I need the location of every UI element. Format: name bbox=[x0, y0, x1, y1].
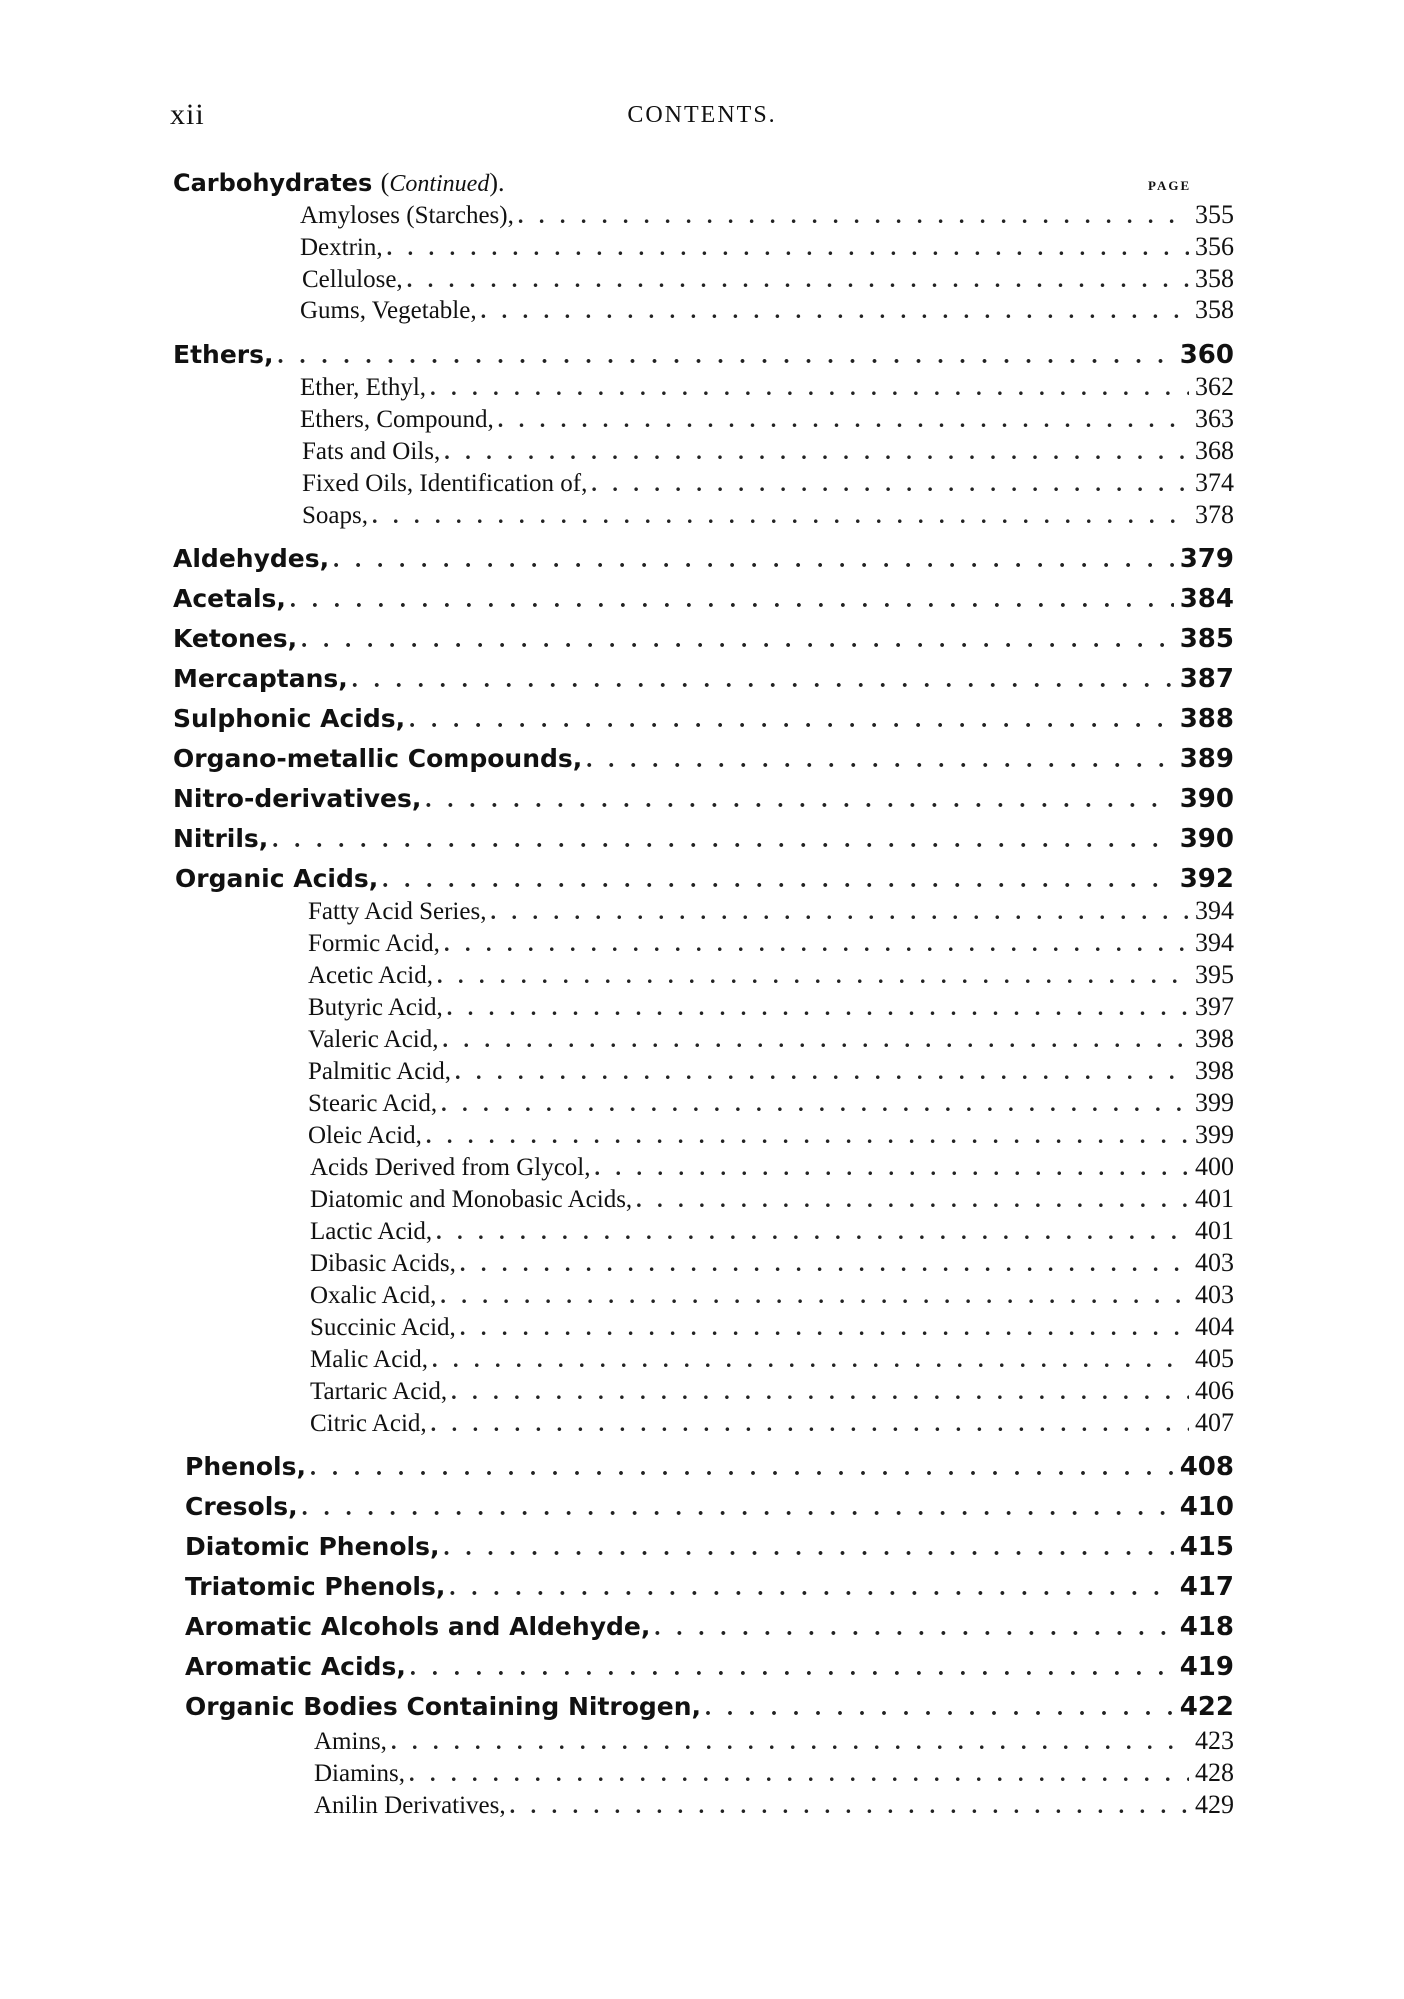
toc-entry-label: Fats and Oils, bbox=[302, 438, 441, 465]
toc-entry bbox=[310, 1280, 1234, 1310]
toc-entry-label: Palmitic Acid, bbox=[308, 1058, 452, 1085]
leader-dots bbox=[591, 471, 1189, 497]
toc-entry bbox=[302, 436, 1234, 466]
toc-entry bbox=[302, 468, 1234, 498]
toc-entry-label: Formic Acid, bbox=[308, 930, 440, 957]
toc-entry-label: Cellulose, bbox=[302, 266, 403, 293]
leader-dots bbox=[481, 298, 1189, 324]
toc-entry bbox=[314, 1790, 1234, 1820]
toc-entry-page: 398 bbox=[1195, 1024, 1234, 1053]
running-title: CONTENTS. bbox=[627, 102, 777, 128]
toc-entry bbox=[173, 824, 1234, 854]
toc-entry bbox=[308, 1088, 1234, 1118]
toc-entry-page: 417 bbox=[1179, 1572, 1234, 1602]
leader-dots bbox=[654, 1615, 1173, 1642]
toc-entry-page: 405 bbox=[1195, 1344, 1234, 1373]
toc-entry-page: 406 bbox=[1195, 1376, 1234, 1405]
toc-entry-page: 428 bbox=[1195, 1758, 1234, 1787]
toc-entry bbox=[173, 784, 1234, 814]
toc-entry bbox=[302, 264, 1234, 294]
leader-dots bbox=[444, 931, 1189, 957]
toc-entry-page: 388 bbox=[1179, 704, 1234, 734]
leader-dots bbox=[436, 1219, 1189, 1245]
toc-entry-label: Amins, bbox=[314, 1728, 387, 1755]
toc-entry bbox=[310, 1376, 1234, 1406]
toc-entry-page: 368 bbox=[1195, 436, 1234, 465]
toc-entry bbox=[173, 340, 1234, 370]
leader-dots bbox=[437, 963, 1189, 989]
toc-entry bbox=[175, 864, 1234, 894]
toc-entry-label: Stearic Acid, bbox=[308, 1090, 438, 1117]
toc-entry-label: Organo-metallic Compounds, bbox=[173, 744, 583, 773]
toc-entry bbox=[173, 664, 1234, 694]
toc-entry-label: Sulphonic Acids, bbox=[173, 704, 406, 733]
toc-entry-label: Cresols, bbox=[185, 1492, 298, 1521]
toc-entry-page: 403 bbox=[1195, 1248, 1234, 1277]
toc-entry-page: 408 bbox=[1179, 1452, 1234, 1482]
toc-entry bbox=[310, 1216, 1234, 1246]
leader-dots bbox=[510, 1793, 1189, 1819]
toc-entry-page: 394 bbox=[1195, 928, 1234, 957]
toc-entry bbox=[310, 1248, 1234, 1278]
toc-entry-label: Acids Derived from Glycol, bbox=[310, 1154, 591, 1181]
toc-entry-page: 400 bbox=[1195, 1152, 1234, 1181]
toc-entry-page: 401 bbox=[1195, 1216, 1234, 1245]
toc-entry bbox=[173, 584, 1234, 614]
toc-entry-label: Fatty Acid Series, bbox=[308, 898, 487, 925]
toc-entry-label: Lactic Acid, bbox=[310, 1218, 433, 1245]
toc-entry-label: Fixed Oils, Identification of, bbox=[302, 470, 588, 497]
leader-dots bbox=[352, 667, 1174, 694]
leader-dots bbox=[586, 747, 1173, 774]
section-heading-title: Carbohydrates bbox=[173, 169, 373, 197]
toc-entry-page: 389 bbox=[1179, 744, 1234, 774]
leader-dots bbox=[426, 1123, 1189, 1149]
leader-dots bbox=[440, 1283, 1189, 1309]
page-column-label: PAGE bbox=[1148, 178, 1192, 193]
toc-entry-label: Ether, Ethyl, bbox=[300, 374, 427, 401]
leader-dots bbox=[447, 995, 1189, 1021]
toc-entry-label: Nitrils, bbox=[173, 824, 269, 853]
toc-entry bbox=[308, 1056, 1234, 1086]
leader-dots bbox=[425, 787, 1173, 814]
leader-dots bbox=[301, 627, 1174, 654]
toc-entry bbox=[173, 544, 1234, 574]
toc-entry-label: Anilin Derivatives, bbox=[314, 1792, 506, 1819]
toc-entry-page: 385 bbox=[1179, 624, 1234, 654]
page-number: xii bbox=[170, 98, 205, 131]
leader-dots bbox=[272, 827, 1173, 854]
toc-entry-label: Aromatic Acids, bbox=[185, 1652, 406, 1681]
leader-dots bbox=[594, 1155, 1189, 1181]
leader-dots bbox=[432, 1347, 1189, 1373]
toc-entry bbox=[173, 704, 1234, 734]
leader-dots bbox=[410, 1655, 1174, 1682]
toc-entry bbox=[308, 928, 1234, 958]
toc-entry bbox=[300, 200, 1234, 230]
toc-entry-page: 358 bbox=[1195, 295, 1234, 324]
toc-entry-label: Aromatic Alcohols and Aldehyde, bbox=[185, 1612, 651, 1641]
leader-dots bbox=[409, 707, 1174, 734]
leader-dots bbox=[372, 503, 1189, 529]
toc-entry-label: Diamins, bbox=[314, 1760, 405, 1787]
toc-entry-page: 397 bbox=[1195, 992, 1234, 1021]
toc-entry bbox=[310, 1408, 1234, 1438]
leader-dots bbox=[431, 1411, 1189, 1437]
toc-entry bbox=[310, 1184, 1234, 1214]
toc-entry bbox=[300, 372, 1234, 402]
toc-entry bbox=[185, 1652, 1234, 1682]
toc-entry-page: 398 bbox=[1195, 1056, 1234, 1085]
toc-entry bbox=[300, 232, 1234, 262]
toc-entry bbox=[173, 624, 1234, 654]
leader-dots bbox=[460, 1315, 1189, 1341]
toc-entry-page: 419 bbox=[1179, 1652, 1234, 1682]
toc-entry-label: Butyric Acid, bbox=[308, 994, 443, 1021]
leader-dots bbox=[460, 1251, 1189, 1277]
toc-entry-page: 403 bbox=[1195, 1280, 1234, 1309]
toc-entry-label: Succinic Acid, bbox=[310, 1314, 456, 1341]
toc-entry-label: Nitro-derivatives, bbox=[173, 784, 422, 813]
leader-dots bbox=[278, 343, 1174, 370]
toc-entry-label: Soaps, bbox=[302, 502, 368, 529]
leader-dots bbox=[498, 407, 1189, 433]
leader-dots bbox=[441, 1091, 1189, 1117]
toc-entry-label: Ethers, Compound, bbox=[300, 406, 494, 433]
toc-entry-page: 356 bbox=[1195, 232, 1234, 261]
toc-entry-label: Ethers, bbox=[173, 340, 274, 369]
toc-entry-label: Dextrin, bbox=[300, 234, 383, 261]
leader-dots bbox=[387, 235, 1189, 261]
toc-entry-label: Ketones, bbox=[173, 624, 298, 653]
toc-entry-page: 410 bbox=[1179, 1492, 1234, 1522]
toc-entry-page: 422 bbox=[1179, 1692, 1234, 1722]
toc-entry bbox=[185, 1692, 1234, 1722]
leader-dots bbox=[333, 547, 1174, 574]
leader-dots bbox=[430, 375, 1189, 401]
leader-dots bbox=[455, 1059, 1189, 1085]
toc-entry-page: 379 bbox=[1179, 544, 1234, 574]
section-heading-note: Continued bbox=[389, 171, 490, 197]
toc-entry-label: Citric Acid, bbox=[310, 1410, 427, 1437]
toc-entry-label: Acetic Acid, bbox=[308, 962, 433, 989]
section-heading-close-paren: ). bbox=[489, 168, 505, 197]
toc-entry bbox=[308, 992, 1234, 1022]
leader-dots bbox=[449, 1575, 1173, 1602]
toc-entry-page: 384 bbox=[1179, 584, 1234, 614]
leader-dots bbox=[302, 1495, 1174, 1522]
toc-entry bbox=[185, 1572, 1234, 1602]
leader-dots bbox=[705, 1695, 1174, 1722]
toc-entry bbox=[314, 1758, 1234, 1788]
toc-entry-label: Phenols, bbox=[185, 1452, 306, 1481]
toc-entry bbox=[185, 1492, 1234, 1522]
toc-entry-label: Oleic Acid, bbox=[308, 1122, 422, 1149]
toc-entry bbox=[310, 1152, 1234, 1182]
toc-entry-page: 374 bbox=[1195, 468, 1234, 497]
toc-entry bbox=[173, 744, 1234, 774]
toc-entry-label: Dibasic Acids, bbox=[310, 1250, 456, 1277]
toc-entry-label: Valeric Acid, bbox=[308, 1026, 439, 1053]
leader-dots bbox=[409, 1761, 1189, 1787]
toc-entry-page: 355 bbox=[1195, 200, 1234, 229]
leader-dots bbox=[451, 1379, 1189, 1405]
toc-entry-page: 360 bbox=[1179, 340, 1234, 370]
toc-entry bbox=[310, 1312, 1234, 1342]
toc-entry-page: 399 bbox=[1195, 1088, 1234, 1117]
toc-entry-label: Diatomic and Monobasic Acids, bbox=[310, 1186, 633, 1213]
toc-entry-page: 390 bbox=[1179, 824, 1234, 854]
toc-entry-label: Diatomic Phenols, bbox=[185, 1532, 440, 1561]
toc-entry-page: 363 bbox=[1195, 404, 1234, 433]
toc-entry bbox=[302, 500, 1234, 530]
toc-entry bbox=[310, 1344, 1234, 1374]
toc-entry-label: Oxalic Acid, bbox=[310, 1282, 437, 1309]
leader-dots bbox=[391, 1729, 1189, 1755]
toc-entry-label: Tartaric Acid, bbox=[310, 1378, 448, 1405]
toc-entry bbox=[185, 1612, 1234, 1642]
toc-entry-label: Mercaptans, bbox=[173, 664, 348, 693]
toc-entry-label: Gums, Vegetable, bbox=[300, 297, 477, 324]
toc-entry-page: 387 bbox=[1179, 664, 1234, 694]
leader-dots bbox=[382, 867, 1173, 894]
leader-dots bbox=[444, 439, 1189, 465]
toc-entry-page: 418 bbox=[1179, 1612, 1234, 1642]
leader-dots bbox=[407, 267, 1189, 293]
toc-entry-page: 392 bbox=[1179, 864, 1234, 894]
toc-entry bbox=[185, 1452, 1234, 1482]
toc-entry bbox=[308, 896, 1234, 926]
toc-entry bbox=[300, 404, 1234, 434]
toc-entry-label: Aldehydes, bbox=[173, 544, 330, 573]
toc-entry-page: 423 bbox=[1195, 1726, 1234, 1755]
toc-entry-page: 404 bbox=[1195, 1312, 1234, 1341]
toc-entry-label: Amyloses (Starches), bbox=[300, 202, 514, 229]
toc-entry-page: 390 bbox=[1179, 784, 1234, 814]
toc-entry-label: Organic Bodies Containing Nitrogen, bbox=[185, 1692, 702, 1721]
leader-dots bbox=[636, 1187, 1189, 1213]
toc-entry bbox=[308, 960, 1234, 990]
leader-dots bbox=[443, 1027, 1189, 1053]
toc-entry bbox=[314, 1726, 1234, 1756]
section-heading-open-paren: ( bbox=[380, 168, 390, 197]
leader-dots bbox=[518, 203, 1189, 229]
toc-entry-page: 394 bbox=[1195, 896, 1234, 925]
toc-entry-page: 401 bbox=[1195, 1184, 1234, 1213]
toc-entry-page: 415 bbox=[1179, 1532, 1234, 1562]
toc-entry bbox=[308, 1120, 1234, 1150]
toc-entry-label: Malic Acid, bbox=[310, 1346, 429, 1373]
toc-entry-page: 358 bbox=[1195, 264, 1234, 293]
toc-entry-label: Acetals, bbox=[173, 584, 286, 613]
toc-entry-page: 429 bbox=[1195, 1790, 1234, 1819]
leader-dots bbox=[310, 1455, 1174, 1482]
toc-entry-label: Triatomic Phenols, bbox=[185, 1572, 446, 1601]
toc-entry-page: 399 bbox=[1195, 1120, 1234, 1149]
toc-entry-label: Organic Acids, bbox=[175, 864, 379, 893]
toc-entry bbox=[300, 295, 1234, 325]
toc-entry-page: 395 bbox=[1195, 960, 1234, 989]
toc-entry bbox=[308, 1024, 1234, 1054]
toc-entry-page: 378 bbox=[1195, 500, 1234, 529]
leader-dots bbox=[490, 899, 1189, 925]
leader-dots bbox=[443, 1535, 1173, 1562]
toc-entry bbox=[185, 1532, 1234, 1562]
leader-dots bbox=[290, 587, 1174, 614]
toc-entry-page: 362 bbox=[1195, 372, 1234, 401]
toc-entry-page: 407 bbox=[1195, 1408, 1234, 1437]
